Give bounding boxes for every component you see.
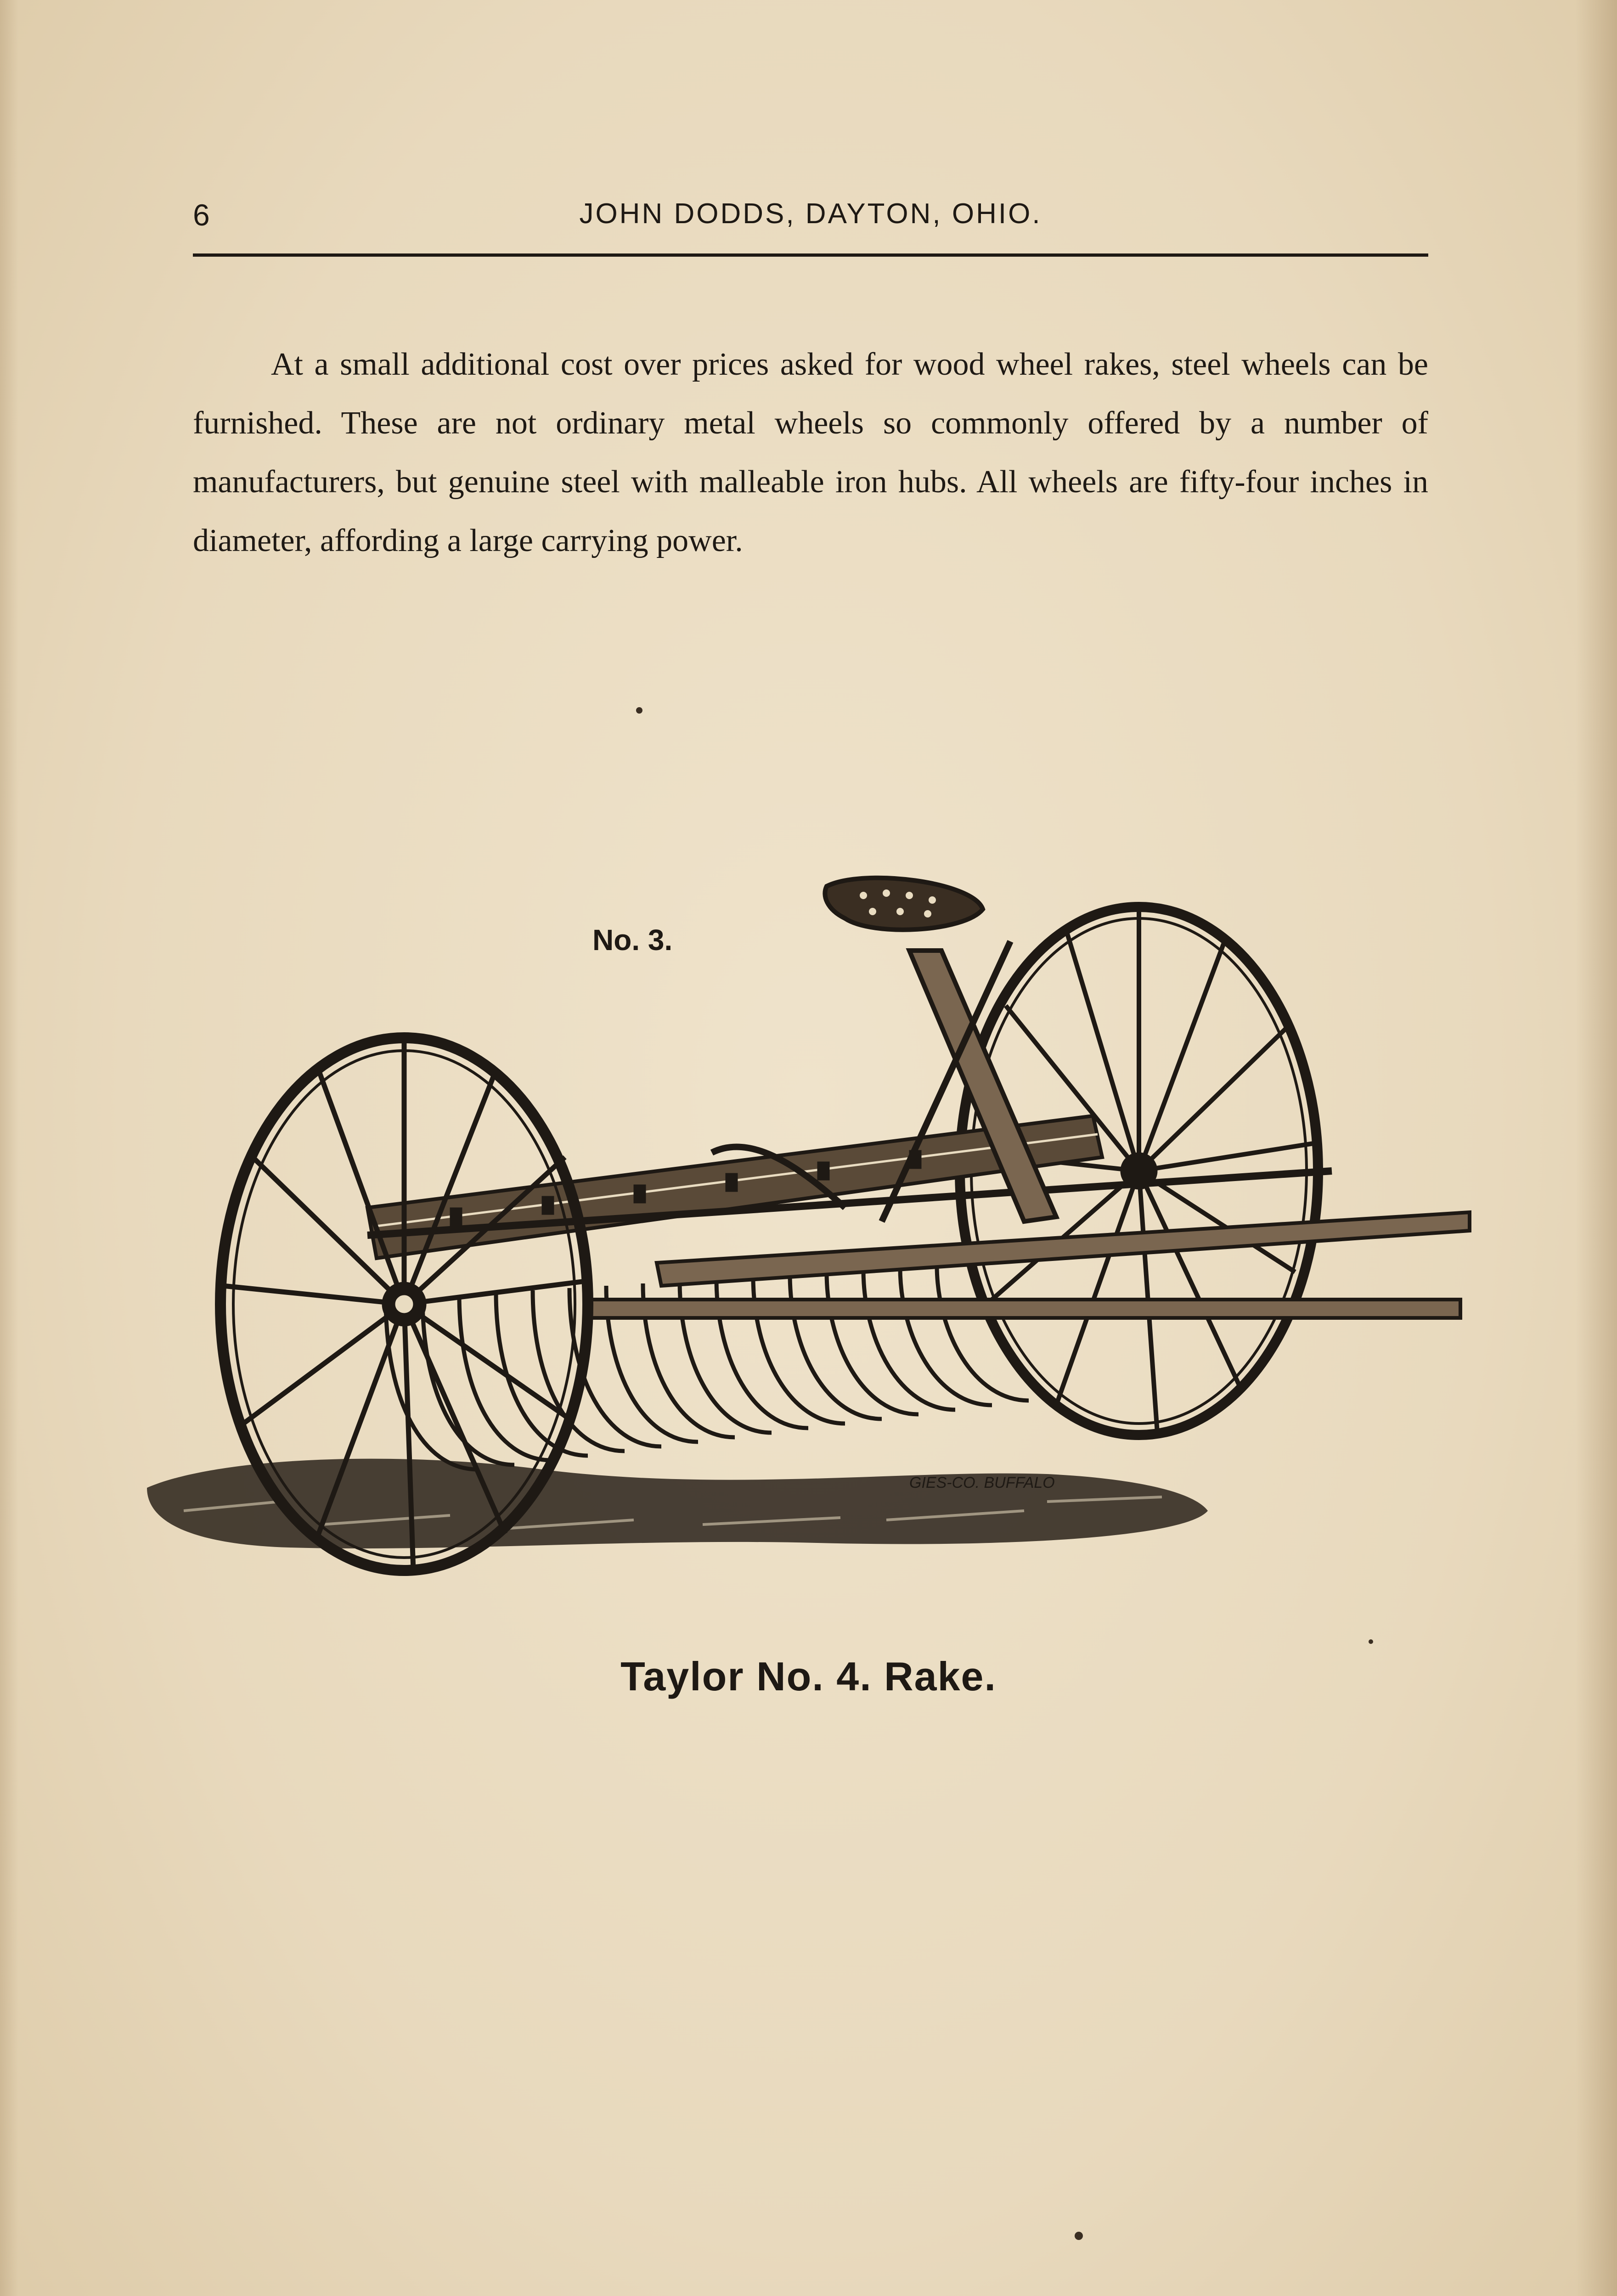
page-number: 6 (193, 198, 210, 232)
header-rule (193, 253, 1428, 257)
engraver-mark-text: GIES-CO. BUFFALO (909, 1474, 1055, 1491)
page-header (193, 197, 1428, 253)
page-edge-shading-right (1576, 0, 1617, 2296)
engraver-mark (909, 1474, 1055, 1491)
paper-speck (1075, 2232, 1083, 2240)
running-head: JOHN DODDS, DAYTON, OHIO. (579, 198, 1042, 230)
page-edge-shading-left (0, 0, 18, 2296)
body-paragraph: At a small additional cost over prices asked for wood wheel rakes, steel wheels can be furnished. These are not ordinary metal wheels so commonly offered by a number of manufacturers, but genuine steel with malleable iron hubs. All wheels are fifty-four inches in diameter, affording a large carrying power. (193, 347, 1428, 558)
figure-caption: Taylor No. 4. Rake. (620, 1654, 997, 1699)
paper-speck (636, 707, 642, 714)
figure-label: No. 3. (592, 923, 673, 957)
paper-speck (1369, 1639, 1373, 1644)
rake-illustration (129, 859, 1483, 1612)
